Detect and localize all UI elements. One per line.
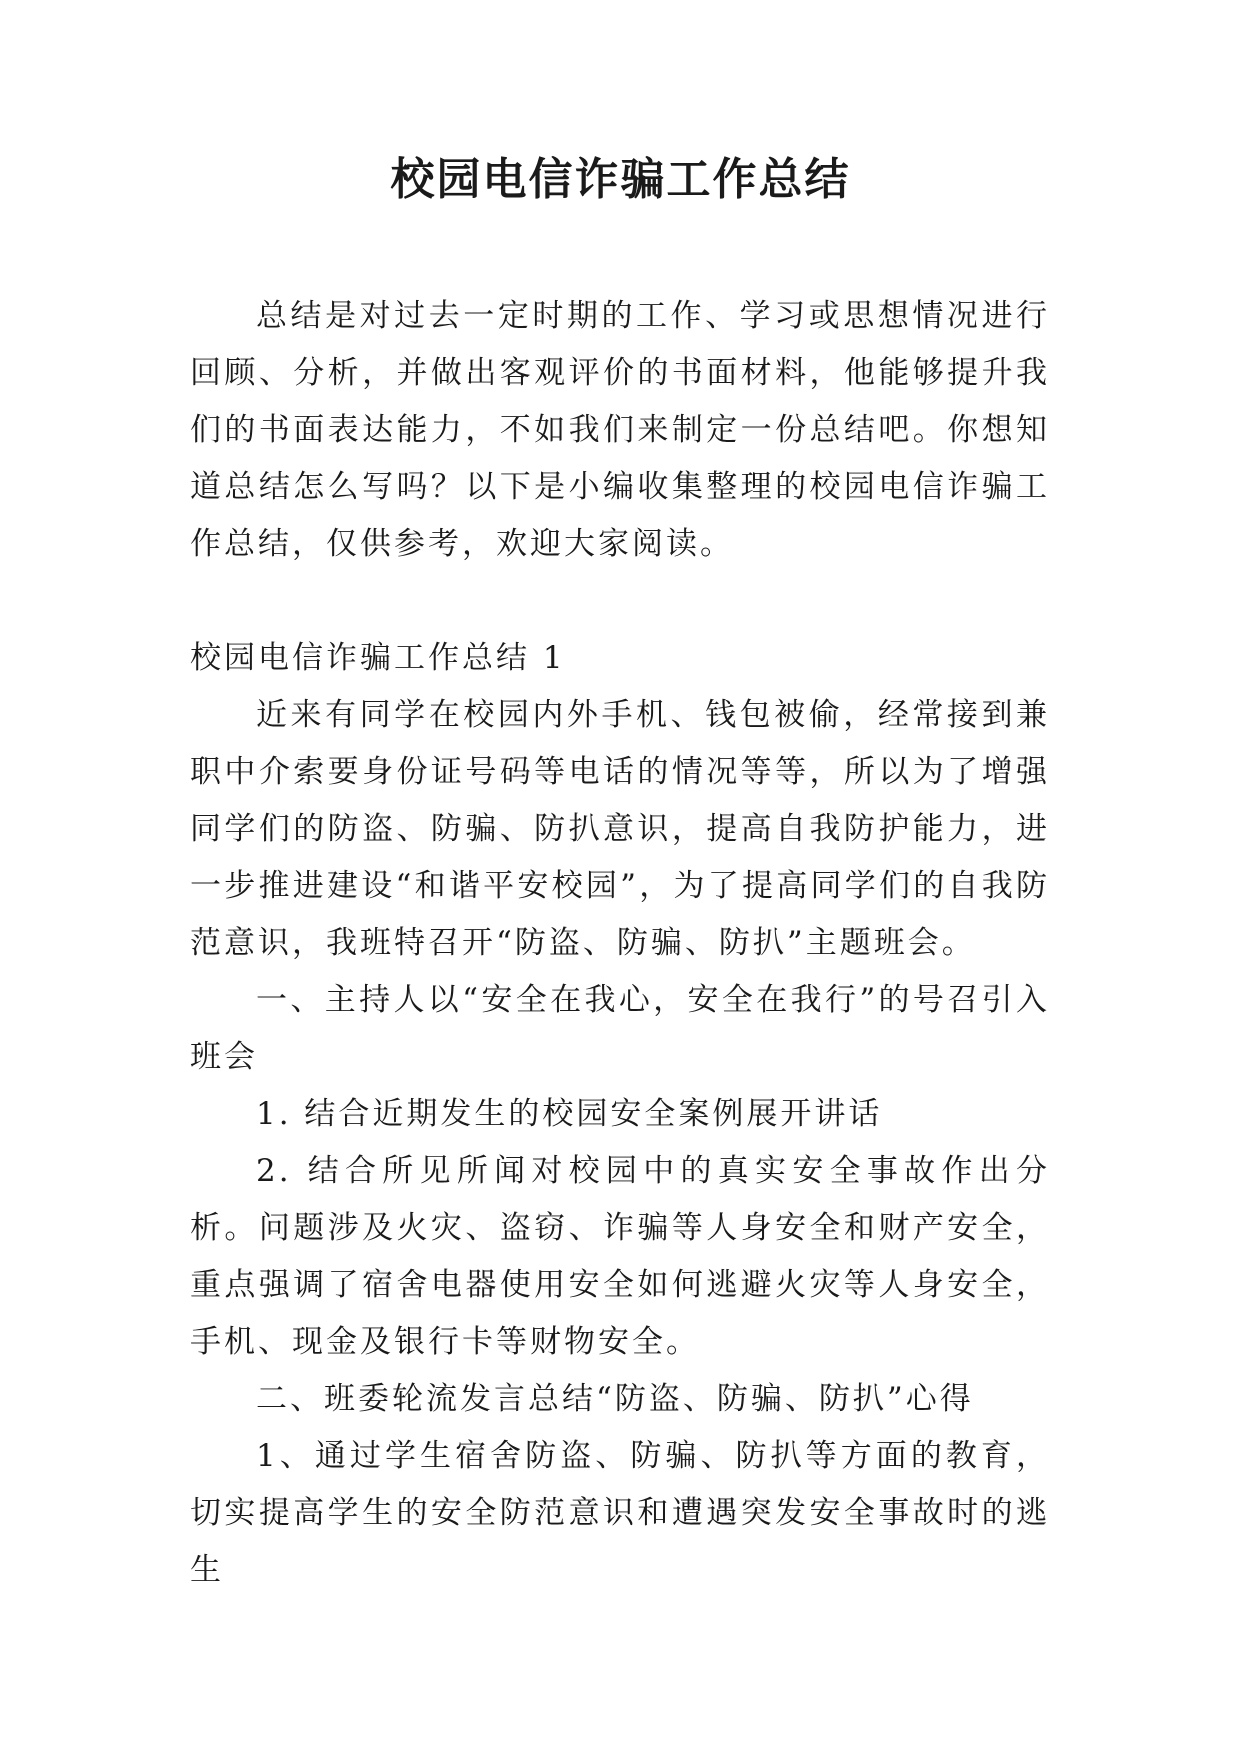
section-heading: 校园电信诈骗工作总结 1 xyxy=(190,640,566,676)
intro-paragraph: 总结是对过去一定时期的工作、学习或思想情况进行回顾、分析，并做出客观评价的书面材料，他能够提升我们的书面表达能力，不如我们来制定一份总结吧。你想知道总结怎么写吗？以下是小编收集整理的校园电信诈骗工作总结，仅供参考，欢迎大家阅读。 xyxy=(190,298,1050,562)
list-item-paragraph: 1. 结合近期发生的校园安全案例展开讲话 xyxy=(256,1096,883,1132)
document-title: 校园电信诈骗工作总结 xyxy=(390,154,851,205)
document-body xyxy=(190,288,1050,1599)
list-item-paragraph: 2. 结合所见所闻对校园中的真实安全事故作出分析。问题涉及火灾、盗窃、诈骗等人身安全和财产安全，重点强调了宿舍电器使用安全如何逃避火灾等人身安全，手机、现金及银行卡等财物安全。 xyxy=(190,1153,1050,1360)
body-paragraph: 近来有同学在校园内外手机、钱包被偷，经常接到兼职中介索要身份证号码等电话的情况等等，所以为了增强同学们的防盗、防骗、防扒意识，提高自我防护能力，进一步推进建设“和谐平安校园”，为了提高同学们的自我防范意识，我班特召开“防盗、防骗、防扒”主题班会。 xyxy=(190,697,1050,961)
subheading-paragraph: 二、班委轮流发言总结“防盗、防骗、防扒”心得 xyxy=(256,1381,974,1417)
list-item-paragraph: 1、通过学生宿舍防盗、防骗、防扒等方面的教育，切实提高学生的安全防范意识和遭遇突发安全事故时的逃生 xyxy=(190,1438,1050,1588)
subheading-paragraph: 一、主持人以“安全在我心，安全在我行”的号召引入班会 xyxy=(190,982,1050,1075)
